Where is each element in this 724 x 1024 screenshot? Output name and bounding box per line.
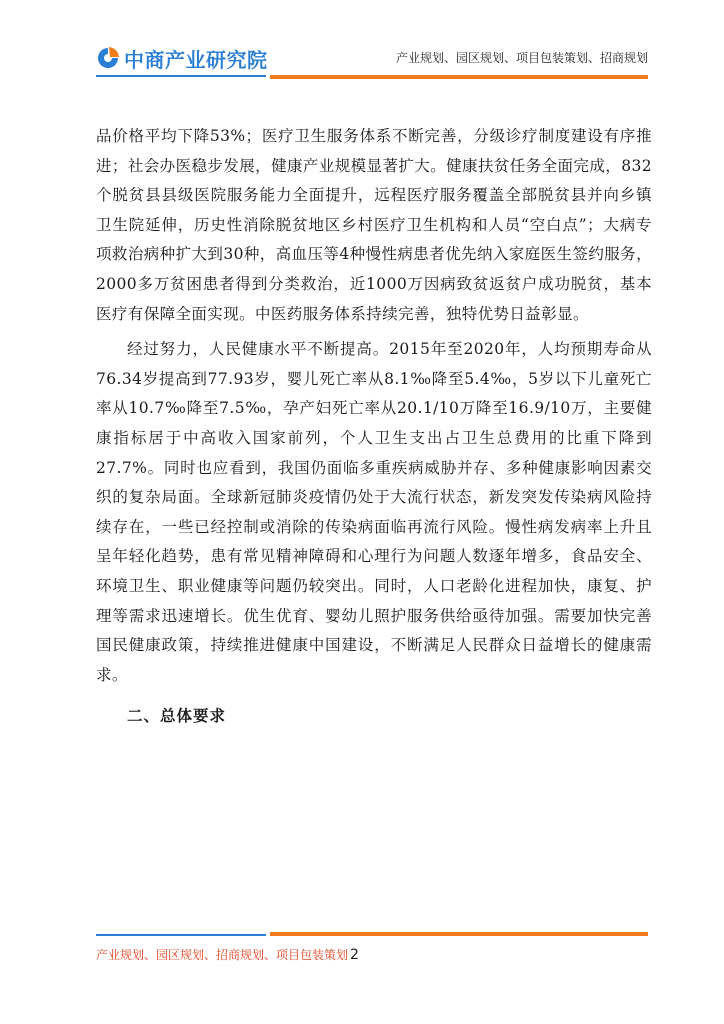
logo xyxy=(96,44,268,72)
logo-mark-icon xyxy=(96,46,120,70)
page-footer xyxy=(96,946,359,963)
footer-divider-blue xyxy=(96,934,266,936)
header-tagline: 产业规划、园区规划、项目包装策划、招商规划 xyxy=(395,51,648,65)
logo-text: 中商产业研究院 xyxy=(124,47,268,72)
page-number: 2 xyxy=(350,947,359,963)
header-divider-orange xyxy=(270,75,648,79)
header-divider-blue xyxy=(96,75,266,77)
section-heading: 二、总体要求 xyxy=(127,707,227,726)
paragraph-1: 品价格平均下降53%；医疗卫生服务体系不断完善，分级诊疗制度建设有序推进；社会办医稳步发展，健康产业规模显著扩大。健康扶贫任务全面完成，832个脱贫县县级医院服务能力全面提升，远程医疗服务覆盖全部脱贫县并向乡镇卫生院延伸，历史性消除脱贫地区乡村医疗卫生机构和人员“空白点”；大病专项救治病种扩大到30种，高血压等4种慢性病患者优先纳入家庭医生签约服务，2000多万贫困患者得到分类救治，近1000万因病致贫返贫户成功脱贫，基本医疗有保障全面实现。中医药服务体系持续完善，独特优势日益彰显。 xyxy=(96,127,652,323)
footer-tagline: 产业规划、园区规划、招商规划、项目包装策划 xyxy=(96,948,349,962)
paragraph-2: 经过努力，人民健康水平不断提高。2015年至2020年，人均预期寿命从76.34岁提高到77.93岁，婴儿死亡率从8.1‰降至5.4‰，5岁以下儿童死亡率从10.7‰降至7.5‰，孕产妇死亡率从20.1/10万降至16.9/10万，主要健康指标居于中高收入国家前列，个人卫生支出占卫生总费用的比重下降到27.7%。同时也应看到，我国仍面临多重疾病威胁并存、多种健康影响因素交织的复杂局面。全球新冠肺炎疫情仍处于大流行状态，新发突发传染病风险持续存在，一些已经控制或消除的传染病面临再流行风险。慢性病发病率上升且呈年轻化趋势，患有常见精神障碍和心理行为问题人数逐年增多，食品安全、环境卫生、职业健康等问题仍较突出。同时，人口老龄化进程加快，康复、护理等需求迅速增长。优生优育、婴幼儿照护服务供给亟待加强。需要加快完善国民健康政策，持续推进健康中国建设，不断满足人民群众日益增长的健康需求。 xyxy=(96,340,652,684)
page-header xyxy=(0,0,724,80)
footer-divider-orange xyxy=(270,932,648,936)
page-content xyxy=(96,122,652,726)
